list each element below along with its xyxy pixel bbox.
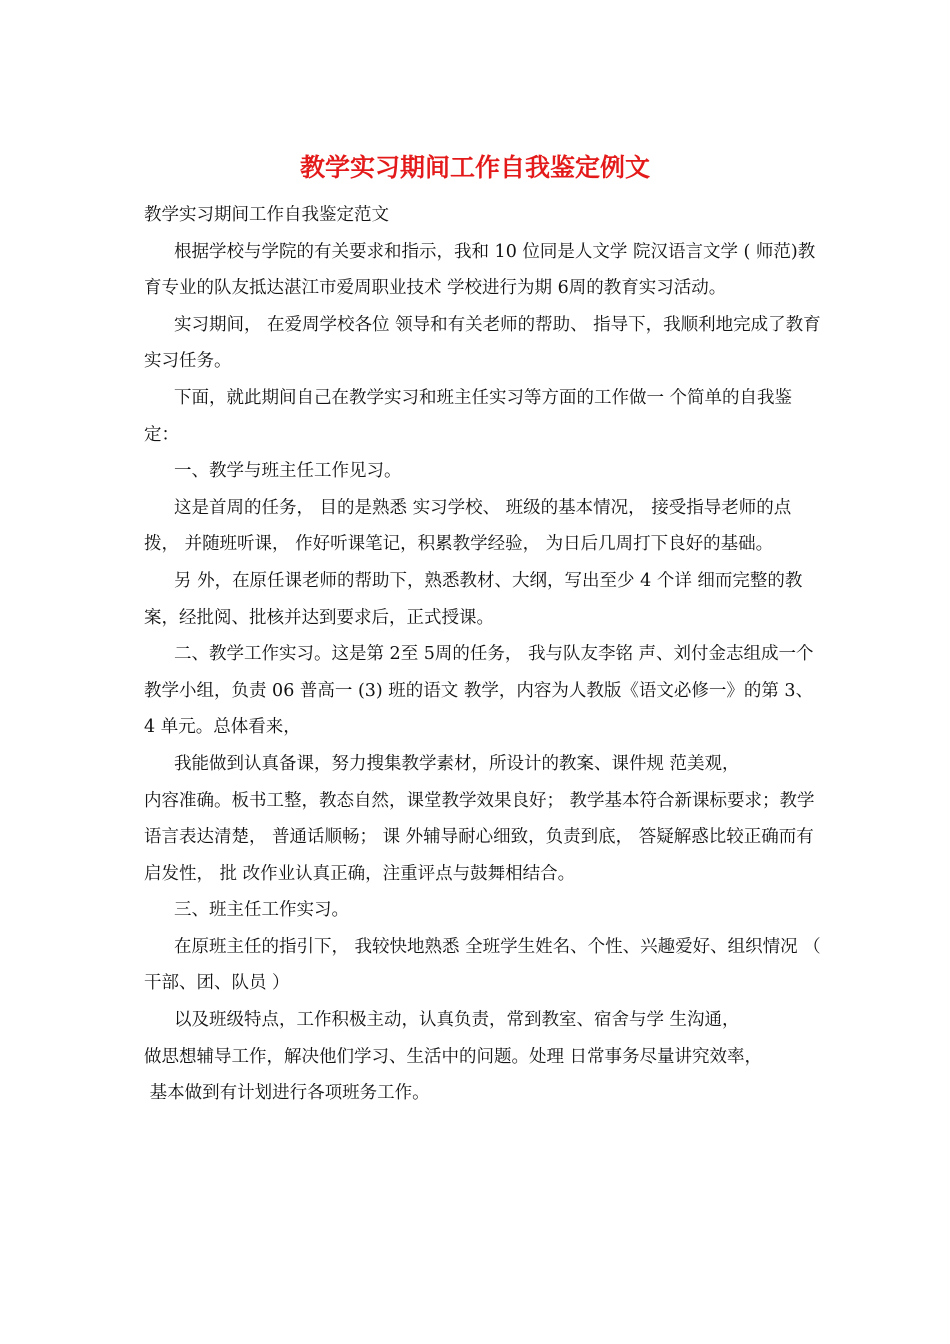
paragraph-intro: 根据学校与学院的有关要求和指示，我和 10 位同是人文学 院汉语言文学 ( 师范)教育专业的队友抵达湛江市爱周职业技术 学校进行为期 6周的教育实习活动。 [144,241,816,299]
paragraph-internship-period: 实习期间， 在爱周学校各位 领导和有关老师的帮助、 指导下，我顺利地完成了教育实习任务。 [144,314,821,372]
section-heading-3: 三、班主任工作实习。 [174,900,349,921]
paragraph-lesson-plans: 另 外，在原任课老师的帮助下，熟悉教材、大纲，写出至少 4 个详 细而完整的教案，经批阅、批核并达到要求后，正式授课。 [144,570,803,628]
paragraph-first-week: 这是首周的任务， 目的是熟悉 实习学校、 班级的基本情况， 接受指导老师的点拨， 并随班听课， 作好听课笔记，积累教学经验， 为日后几周打下良好的基础。 [144,497,792,555]
paragraph-class-familiarity: 在原班主任的指引下， 我较快地熟悉 全班学生姓名、个性、兴趣爱好、组织情况 （ 干部、团、队员 ） [144,936,827,994]
section-heading-1: 一、教学与班主任工作见习。 [174,461,402,482]
paragraph-class-features: 以及班级特点，工作积极主动，认真负责，常到教室、宿舍与学 生沟通， [174,1010,740,1031]
section-heading-2: 二、教学工作实习。这是第 2至 5周的任务， 我与队友李铭 声、刘付金志组成一个教学小组，负责 06 普高一 (3) 班的语文 教学，内容为人教版《语文必修一》的第 3、4 单元。总体看来， [144,644,814,738]
document-subtitle: 教学实习期间工作自我鉴定范文 [144,205,389,225]
paragraph-teaching-quality: 内容准确。板书工整，教态自然，课堂教学效果良好； 教学基本符合新课标要求；教学语言表达清楚， 普通话顺畅； 课 外辅导耐心细致，负责到底， 答疑解惑比较正确而有启发性， 批 改作业认真正确，注重评点与鼓舞相结合。 [144,790,815,884]
document-body [144,197,827,1112]
paragraph-guidance: 做思想辅导工作，解决他们学习、生活中的问题。处理 日常事务尽量讲究效率， [144,1046,763,1067]
paragraph-planning: 基本做到有计划进行各项班务工作。 [144,1083,430,1104]
paragraph-overview: 下面，就此期间自己在教学实习和班主任实习等方面的工作做一 个简单的自我鉴定： [144,387,793,445]
paragraph-preparation: 我能做到认真备课，努力搜集教学素材，所设计的教案、课件规 范美观， [174,753,740,774]
document-title: 教学实习期间工作自我鉴定例文 [299,153,650,182]
